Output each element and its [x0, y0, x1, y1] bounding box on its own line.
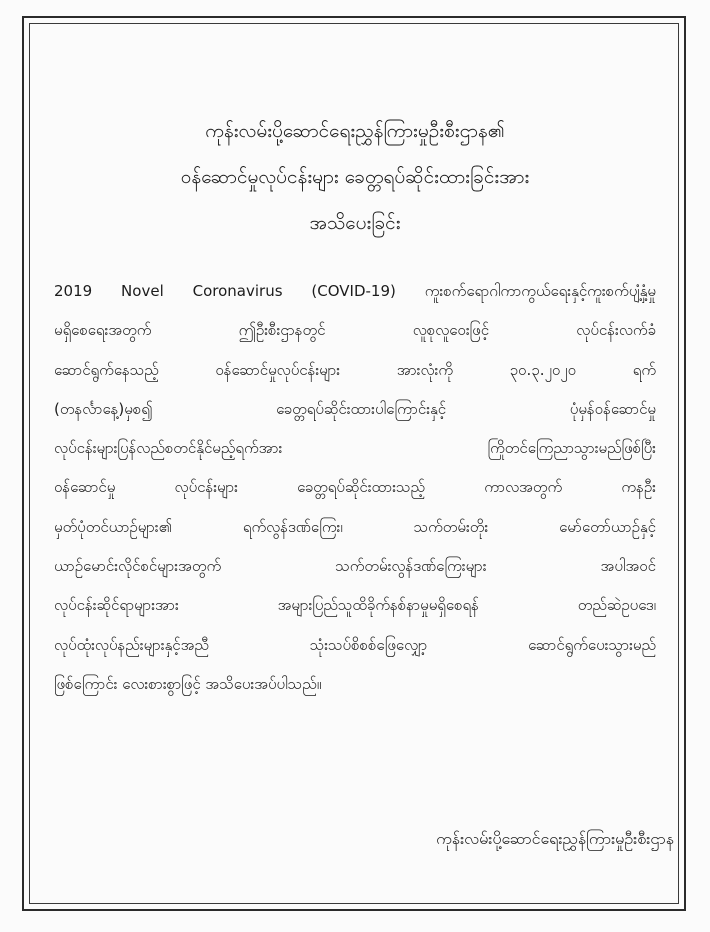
body-line-4: (တနင်္လာနေ့)မှစ၍ ခေတ္တရပ်ဆိုင်းထားပါကြောင်းနှင့် ပုံမှန်ဝန်ဆောင်မှု: [54, 399, 656, 418]
body-line-10: လုပ်ထုံးလုပ်နည်းများနှင့်အညီ သုံးသပ်စိစစ်ဖြေလျှော့ ဆောင်ရွက်ပေးသွားမည်: [54, 635, 656, 654]
body-line-7: မှတ်ပုံတင်ယာဉ်များ၏ ရက်လွန်ဒဏ်ကြေး၊ သက်တမ်းတိုး မော်တော်ယာဉ်နှင့်: [54, 517, 656, 536]
title-line-2: ဝန်ဆောင်မှုလုပ်ငန်းများ ခေတ္တရပ်ဆိုင်းထားခြင်းအား: [180, 166, 530, 188]
body-line-1: 2019 Novel Coronavirus (COVID-19) ကူးစက်ရောဂါကာကွယ်ရေးနှင့်ကူးစက်ပျံ့နှံ့မှု: [54, 282, 656, 300]
body-line-9: လုပ်ငန်းဆိုင်ရာများအား အများပြည်သူထိခိုက်နစ်နာမှုမရှိစေရန် တည်ဆဲဥပဒေ၊: [54, 596, 656, 615]
body-line-11: ဖြစ်ကြောင်း လေးစားစွာဖြင့် အသိပေးအပ်ပါသည်။: [54, 674, 322, 693]
body-line-8: ယာဉ်မောင်းလိုင်စင်များအတွက် သက်တမ်းလွန်ဒဏ်ကြေးများ အပါအဝင်: [54, 557, 656, 576]
title-line-1: ကုန်းလမ်းပို့ဆောင်ရေးညွှန်ကြားမှုဦးစီးဌာန၏: [205, 120, 505, 142]
notice-title: [40, 108, 670, 246]
body-line-2: မရှိစေရေးအတွက် ဤဦးစီးဌာနတွင် လူစုလူဝေးဖြင့် လုပ်ငန်းလက်ခံ: [54, 321, 656, 340]
title-line-3: အသိပေးခြင်း: [309, 212, 401, 234]
signature-department: ကုန်းလမ်းပို့ဆောင်ရေးညွှန်ကြားမှုဦးစီးဌာန: [436, 829, 674, 848]
body-line-6: ဝန်ဆောင်မှု လုပ်ငန်းများ ခေတ္တရပ်ဆိုင်းထားသည့် ကာလအတွက် ကနဦး: [54, 478, 656, 497]
notice-body: [54, 272, 656, 704]
body-line-5: လုပ်ငန်းများပြန်လည်စတင်နိုင်မည့်ရက်အား ကြိုတင်ကြေညာသွားမည်ဖြစ်ပြီး: [54, 439, 656, 458]
body-line-3: ဆောင်ရွက်နေသည့် ဝန်ဆောင်မှုလုပ်ငန်းများ အားလုံးကို ၃၀.၃.၂၀၂၀ ရက်: [54, 360, 656, 379]
